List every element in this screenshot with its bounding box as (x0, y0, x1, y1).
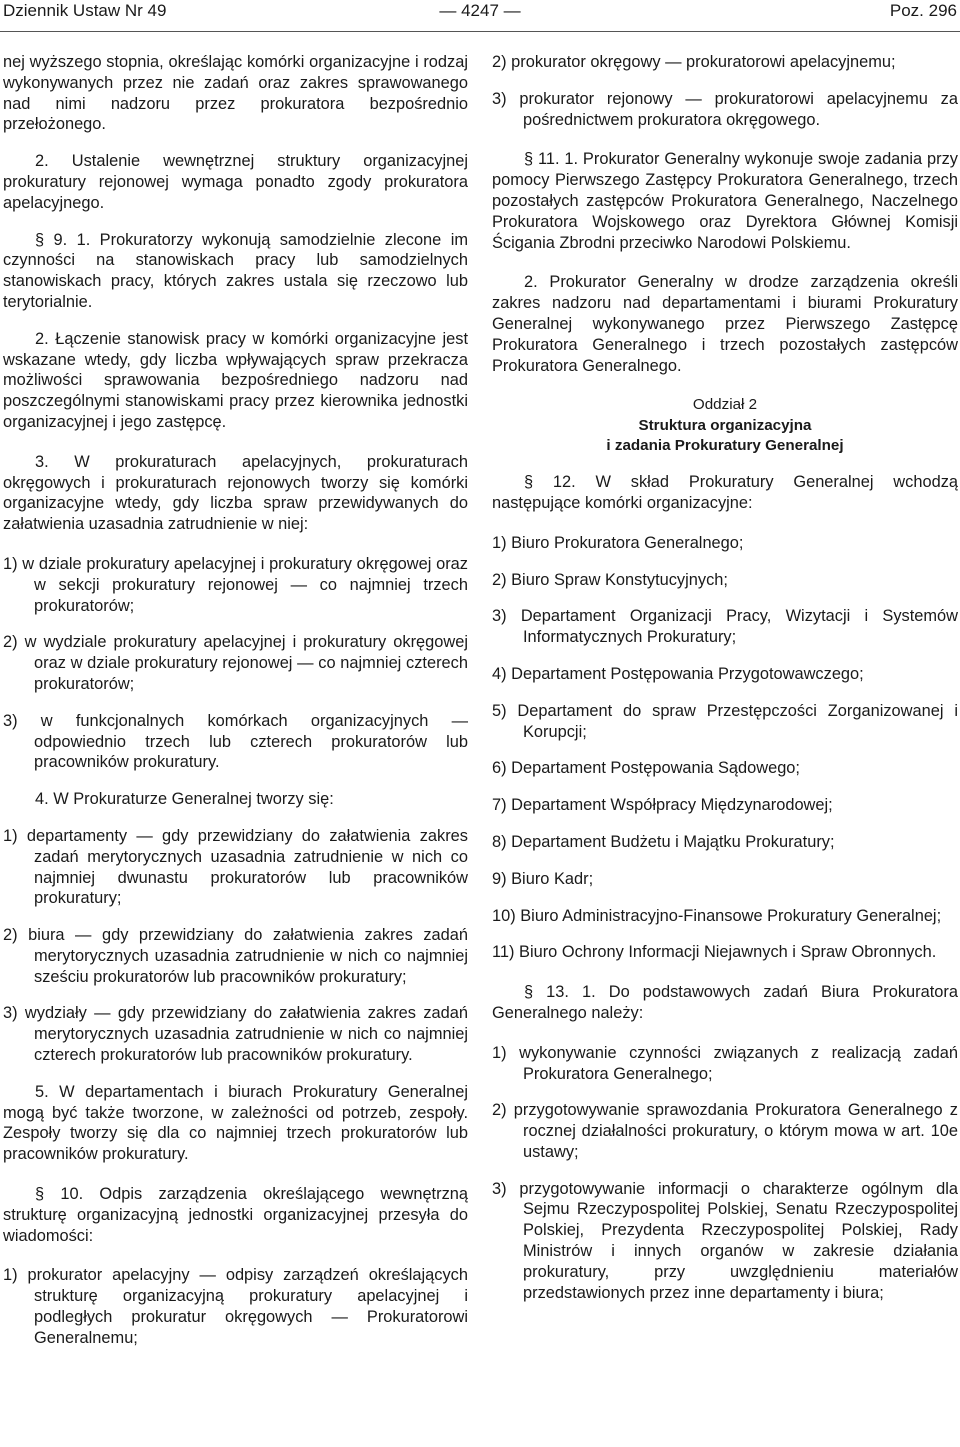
right-list-item: 9) Biuro Kadr; (492, 869, 594, 888)
section-label: Oddział 2 (692, 396, 758, 414)
right-list-item: 5) Departament do spraw Przestępczości Zorganizowanej i Korupcji; (492, 701, 958, 741)
right-list-item: 7) Departament Współpracy Międzynarodowej; (492, 796, 833, 815)
journal-title: Dziennik Ustaw Nr 49 (3, 1, 167, 20)
left-paragraph: 4. W Prokuraturze Generalnej tworzy się: (35, 790, 334, 809)
left-paragraph: 2. Łączenie stanowisk pracy w komórki organizacyjne jest wskazane wtedy, gdy liczba wpływających spraw przekracza możliwości sprawowania bezpośredniego nadzoru nad poszczególnymi stanowiskami pracy przez kierownika jednostki organizacyjnej i jego zastępcę. (3, 329, 468, 431)
section-title: i zadania Prokuratury Generalnej (606, 437, 844, 455)
position-number: Poz. 296 (889, 1, 957, 20)
left-list-item: 1) w dziale prokuratury apelacyjnej i prokuratury okręgowej oraz w sekcji prokuratury rejonowej — co najmniej trzech prokuratorów; (3, 554, 468, 615)
page-header (0, 0, 960, 32)
right-paragraph: § 12. W skład Prokuratury Generalnej wchodzą następujące komórki organizacyjne: (492, 473, 958, 512)
right-list-item: 10) Biuro Administracyjno-Finansowe Prokuratury Generalnej; (492, 906, 942, 925)
left-list-item: 1) prokurator apelacyjny — odpisy zarządzeń określających strukturę organizacyjną prokuratury apelacyjnej i podległych prokuratur okręgowych — Prokuratorowi Generalnemu; (3, 1266, 468, 1347)
left-list-item: 1) departamenty — gdy przewidziany do załatwienia zakres zadań merytorycznych uzasadnia zatrudnienie w nich co najmniej dwunastu prokuratorów lub pracowników prokuratury; (3, 826, 468, 908)
left-paragraph: § 9. 1. Prokuratorzy wykonują samodzielnie zlecone im czynności na stanowiskach pracy lub samodzielnych stanowiskach pracy, których zakres ustala się rzeczowo lub terytorialnie. (3, 230, 468, 311)
right-list-item: 3) przygotowywanie informacji o charakterze ogólnym dla Sejmu Rzeczypospolitej Polskiej, Senatu Rzeczypospolitej Polskiej, Prezydenta Rzeczypospolitej Polskiej, Rady Ministrów i innych organów w zakresie działania prokuratury, przy uwzględnieniu materiałów przedstawionych przez inne departamenty i biura; (492, 1179, 958, 1302)
left-column (3, 52, 468, 1349)
right-list-item: 6) Departament Postępowania Sądowego; (492, 759, 800, 778)
left-paragraph: 3. W prokuraturach apelacyjnych, prokuraturach okręgowych i prokuraturach rejonowych tworzy się komórki organizacyjne wtedy, gdy liczba spraw przewidywanych do załatwienia uzasadnia zatrudnienie w niej: (3, 452, 468, 534)
right-list-item: 2) przygotowywanie sprawozdania Prokuratora Generalnego z rocznej działalności prokuratury, o którym mowa w art. 10e ustawy; (492, 1101, 958, 1161)
right-paragraph: § 13. 1. Do podstawowych zadań Biura Prokuratora Generalnego należy: (492, 983, 958, 1022)
right-paragraph: 2. Prokurator Generalny w drodze zarządzenia określi zakres nadzoru nad departamentami i biurami Prokuratury Generalnej wykonywanego przez Pierwszego Zastępcę Prokuratora Generalnego i trzech pozostałych zastępców Prokuratora Generalnego. (492, 273, 958, 375)
right-list-item: 3) prokurator rejonowy — prokuratorowi apelacyjnemu za pośrednictwem prokuratora okręgowego. (492, 89, 958, 129)
right-column (492, 52, 958, 1303)
right-list-item: 8) Departament Budżetu i Majątku Prokuratury; (492, 832, 835, 851)
left-paragraph: 2. Ustalenie wewnętrznej struktury organizacyjnej prokuratury rejonowej wymaga ponadto zgody prokuratora apelacyjnego. (3, 152, 468, 212)
right-list-item: 11) Biuro Ochrony Informacji Niejawnych i Spraw Obronnych. (492, 943, 937, 962)
right-list-item: 2) Biuro Spraw Konstytucyjnych; (492, 570, 728, 589)
left-list-item: 3) wydziały — gdy przewidziany do załatwienia zakres zadań merytorycznych uzasadnia zatrudnienie w nich co najmniej czterech prokuratorów lub pracowników prokuratury. (3, 1004, 468, 1065)
right-list-item: 1) wykonywanie czynności związanych z realizacją zadań Prokuratora Generalnego; (492, 1043, 958, 1083)
left-paragraph: 5. W departamentach i biurach Prokuratury Generalnej mogą być także tworzone, w zależności od potrzeb, zespoły. Zespoły tworzy się dla co najmniej trzech prokuratorów lub pracowników prokuratury. (3, 1082, 468, 1164)
right-list-item: 2) prokurator okręgowy — prokuratorowi apelacyjnemu; (492, 53, 896, 71)
page-number: — 4247 — (439, 1, 521, 20)
left-list-item: 2) w wydziale prokuratury apelacyjnej i prokuratury okręgowej oraz w dziale prokuratury rejonowej — co najmniej czterech prokuratorów; (3, 633, 468, 693)
right-paragraph: § 11. 1. Prokurator Generalny wykonuje swoje zadania przy pomocy Pierwszego Zastępcy Prokuratora Generalnego, trzech pozostałych zastępców Prokuratora Generalnego, Naczelnego Prokuratora Wojskowego oraz Dyrektora Głównej Komisji Ścigania Zbrodni przeciwko Narodowi Polskiemu. (492, 150, 958, 252)
left-list-item: 2) biura — gdy przewidziany do załatwienia zakres zadań merytorycznych uzasadnia zatrudnienie w nich co najmniej sześciu prokuratorów lub pracowników prokuratury; (3, 926, 468, 986)
section-title: Struktura organizacyjna (638, 417, 812, 435)
right-list-item: 3) Departament Organizacji Pracy, Wizytacji i Systemów Informatycznych Prokuratury; (492, 607, 958, 647)
header-rule (0, 31, 960, 32)
left-paragraph: nej wyższego stopnia, określając komórki organizacyjne i rodzaj wykonywanych przez nie zadań oraz zakres sprawowanego nad nimi nadzoru przez prokuratora bezpośrednio przełożonego. (3, 53, 468, 134)
left-list-item: 3) w funkcjonalnych komórkach organizacyjnych — odpowiednio trzech lub czterech prokuratorów lub pracowników prokuratury. (3, 711, 468, 772)
left-paragraph: § 10. Odpis zarządzenia określającego wewnętrzną strukturę organizacyjną jednostki organizacyjnej przesyła do wiadomości: (3, 1185, 468, 1245)
right-list-item: 1) Biuro Prokuratora Generalnego; (492, 533, 744, 552)
right-list-item: 4) Departament Postępowania Przygotowawczego; (492, 664, 864, 683)
